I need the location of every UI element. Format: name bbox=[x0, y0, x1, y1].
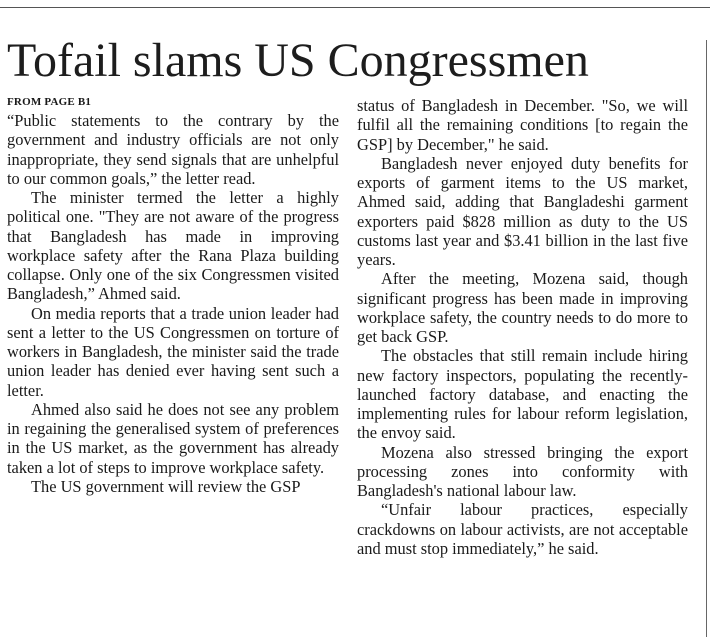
paragraph: The US government will review the GSP bbox=[31, 476, 301, 496]
paragraph: “Unfair labour practices, especially crackdowns on labour activists, are not acceptable and must stop immediately,” he said. bbox=[357, 500, 688, 558]
paragraph: After the meeting, Mozena said, though significant progress has been made in improving workplace safety, the country needs to do more to get back GSP. bbox=[357, 269, 688, 346]
paragraph: Mozena also stressed bringing the export processing zones into conformity with Bangladesh's national labour law. bbox=[357, 442, 688, 500]
top-rule bbox=[0, 7, 710, 8]
paragraph: The minister termed the letter a highly political one. "They are not aware of the progress that Bangladesh has made in improving workplace safety after the Rana Plaza building collapse. Only one of the six Congressmen visited Bangladesh,” Ahmed said. bbox=[7, 188, 339, 304]
paragraph: Bangladesh never enjoyed duty benefits for exports of garment items to the US market, Ahmed said, adding that Bangladeshi garment exporters paid $828 million as duty to the US customs last year and $3.41 billion in the last five years. bbox=[357, 153, 688, 269]
article-column-left bbox=[7, 96, 339, 496]
paragraph: “Public statements to the contrary by the government and industry officials are not only inappropriate, they send signals that are unhelpful to our common goals,” the letter read. bbox=[7, 111, 339, 188]
paragraph: status of Bangladesh in December. "So, we will fulfil all the remaining conditions [to regain the GSP] by December," he said. bbox=[357, 96, 688, 154]
headline: Tofail slams US Congressmen bbox=[7, 34, 589, 87]
paragraph: The obstacles that still remain include hiring new factory inspectors, populating the recently-launched factory database, and enacting the implementing rules for labour reform legislation, the envoy said. bbox=[357, 346, 688, 443]
column-rule bbox=[706, 40, 707, 637]
dateline: FROM PAGE B1 bbox=[7, 96, 92, 108]
article-column-right bbox=[357, 96, 688, 558]
paragraph: On media reports that a trade union leader had sent a letter to the US Congressmen on torture of workers in Bangladesh, the minister said the trade union leader has denied ever having sent such a letter. bbox=[7, 303, 339, 400]
paragraph: Ahmed also said he does not see any problem in regaining the generalised system of preferences in the US market, as the government has already taken a lot of steps to improve workplace safety. bbox=[7, 399, 339, 477]
